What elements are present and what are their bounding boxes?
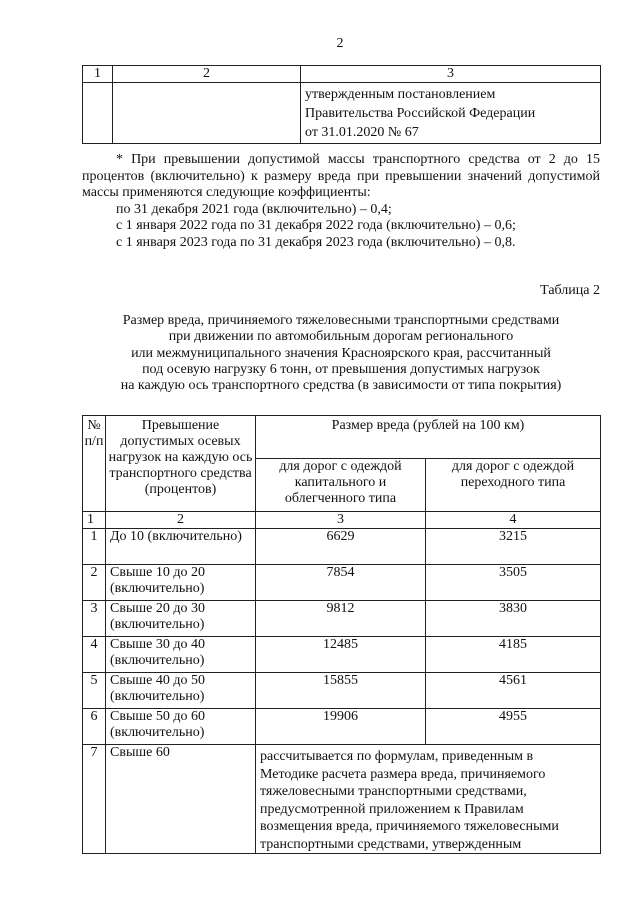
continued-table bbox=[82, 65, 601, 144]
row-transitional: 3505 bbox=[426, 565, 601, 601]
cell-line: утвержденным постановлением bbox=[305, 87, 496, 102]
row-capital: 15855 bbox=[256, 673, 426, 709]
row-capital: 19906 bbox=[256, 709, 426, 745]
col-number: 2 bbox=[106, 512, 256, 529]
row-excess: Свыше 60 bbox=[106, 745, 256, 854]
table-cell bbox=[113, 83, 301, 144]
title-line: под осевую нагрузку 6 тонн, от превышения допустимых нагрузок bbox=[142, 361, 540, 377]
header-excess: Превышение допустимых осевых нагрузок на каждую ось транспортного средства (процентов) bbox=[106, 416, 256, 512]
title-line: или межмуниципального значения Красноярского края, рассчитанный bbox=[131, 345, 551, 361]
row-excess: Свыше 20 до 30 (включительно) bbox=[106, 601, 256, 637]
table-row bbox=[83, 529, 601, 565]
row-num: 1 bbox=[83, 529, 106, 565]
table-row bbox=[83, 601, 601, 637]
row-transitional: 4561 bbox=[426, 673, 601, 709]
table-cell bbox=[301, 83, 601, 144]
row-num: 3 bbox=[83, 601, 106, 637]
page-number: 2 bbox=[336, 36, 344, 51]
table-title bbox=[82, 313, 600, 394]
cell-line: Правительства Российской Федерации bbox=[305, 106, 536, 121]
header-transitional: для дорог с одеждой переходного типа bbox=[426, 459, 601, 512]
row-capital: 7854 bbox=[256, 565, 426, 601]
damage-table bbox=[82, 415, 601, 854]
row-excess: Свыше 30 до 40 (включительно) bbox=[106, 637, 256, 673]
title-line: на каждую ось транспортного средства (в зависимости от типа покрытия) bbox=[120, 378, 562, 394]
row-capital: 12485 bbox=[256, 637, 426, 673]
table-label: Таблица 2 bbox=[540, 283, 600, 298]
row-transitional: 3830 bbox=[426, 601, 601, 637]
table-cell bbox=[83, 83, 113, 144]
table-row bbox=[83, 709, 601, 745]
row-transitional: 4185 bbox=[426, 637, 601, 673]
row-num: 5 bbox=[83, 673, 106, 709]
row-num: 6 bbox=[83, 709, 106, 745]
row-excess: Свыше 10 до 20 (включительно) bbox=[106, 565, 256, 601]
coefficient-item: с 1 января 2022 года по 31 декабря 2022 года (включительно) – 0,6; bbox=[116, 218, 516, 233]
header-damage: Размер вреда (рублей на 100 км) bbox=[256, 416, 601, 459]
footnote-paragraph: * При превышении допустимой массы транспортного средства от 2 до 15 процентов (включительно) к размеру вреда при превышении значений допустимой массы применяются следующие коэффициенты: bbox=[82, 152, 600, 200]
cell-line: от 31.01.2020 № 67 bbox=[305, 125, 419, 140]
col-header: 2 bbox=[113, 66, 301, 83]
row-transitional: 4955 bbox=[426, 709, 601, 745]
table-row bbox=[83, 745, 601, 854]
col-number: 4 bbox=[426, 512, 601, 529]
row-num: 7 bbox=[83, 745, 106, 854]
header-num: № п/п bbox=[83, 416, 106, 512]
row-transitional: 3215 bbox=[426, 529, 601, 565]
title-line: при движении по автомобильным дорогам регионального bbox=[168, 329, 514, 345]
title-line: Размер вреда, причиняемого тяжеловесными транспортными средствами bbox=[122, 313, 560, 328]
row-formula-text: рассчитывается по формулам, приведенным в Методике расчета размера вреда, причиняемого тяжеловесными транспортными средствами, предусмотренной приложением к Правилам возмещения вреда, причиняемого тяжеловесными транспортными средствами, утвержденным bbox=[256, 745, 601, 854]
header-capital: для дорог с одеждой капитального и облегченного типа bbox=[256, 459, 426, 512]
row-num: 4 bbox=[83, 637, 106, 673]
coefficient-item: по 31 декабря 2021 года (включительно) – 0,4; bbox=[116, 201, 392, 217]
col-number: 3 bbox=[256, 512, 426, 529]
table-row bbox=[83, 673, 601, 709]
row-capital: 9812 bbox=[256, 601, 426, 637]
table-row bbox=[83, 565, 601, 601]
row-excess: Свыше 40 до 50 (включительно) bbox=[106, 673, 256, 709]
row-num: 2 bbox=[83, 565, 106, 601]
col-number: 1 bbox=[83, 512, 106, 529]
coefficient-item: с 1 января 2023 года по 31 декабря 2023 года (включительно) – 0,8. bbox=[116, 234, 516, 250]
footnote bbox=[82, 152, 600, 251]
table-row bbox=[83, 637, 601, 673]
row-excess: До 10 (включительно) bbox=[106, 529, 256, 565]
row-excess: Свыше 50 до 60 (включительно) bbox=[106, 709, 256, 745]
col-header: 3 bbox=[301, 66, 601, 83]
col-header: 1 bbox=[83, 66, 113, 83]
row-capital: 6629 bbox=[256, 529, 426, 565]
